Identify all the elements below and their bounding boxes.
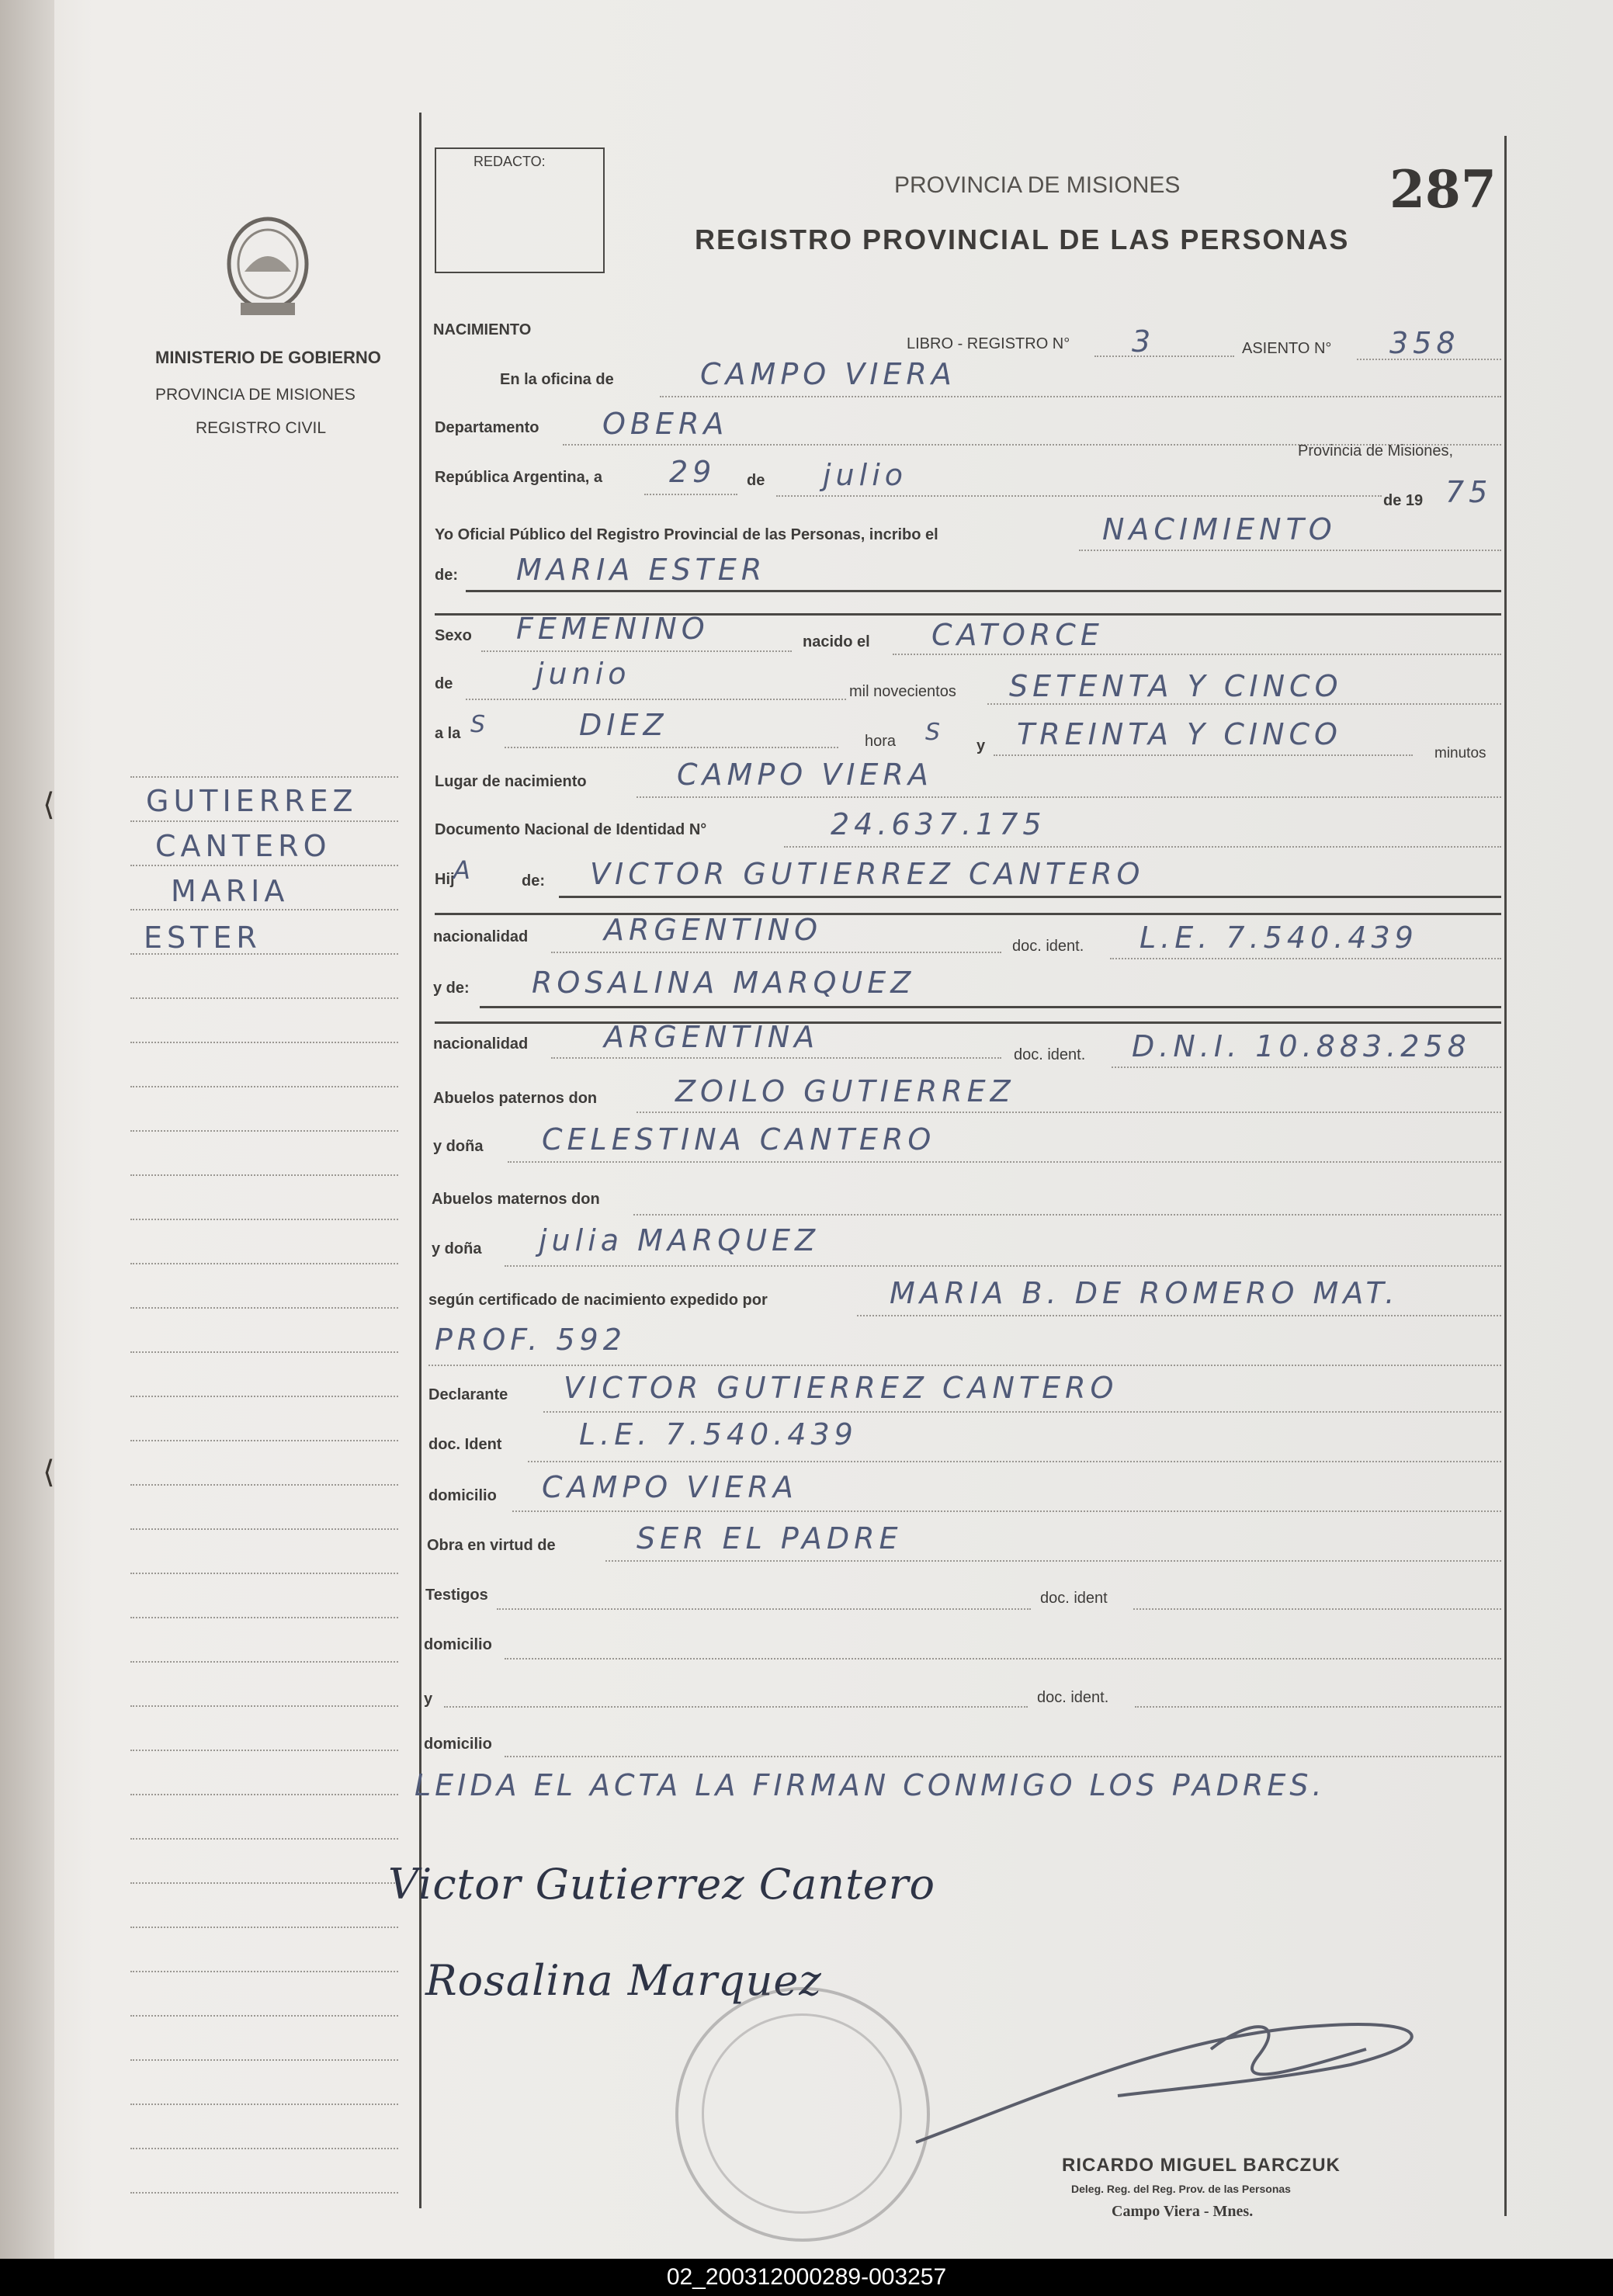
field-line xyxy=(551,1057,1001,1059)
y2-label: y xyxy=(424,1691,433,1708)
margin-line xyxy=(130,909,398,910)
margin-line xyxy=(130,1750,398,1751)
doc-ident-label: doc. ident xyxy=(1040,1590,1108,1607)
field-line xyxy=(637,796,1501,798)
madre-value: ROSALINA MARQUEZ xyxy=(532,966,916,1000)
signature-madre: Rosalina Marquez xyxy=(425,1956,822,2005)
obra-label: Obra en virtud de xyxy=(427,1537,556,1554)
libro-label: LIBRO - REGISTRO N° xyxy=(907,335,1070,352)
certificado-label: según certificado de nacimiento expedido por xyxy=(428,1292,768,1309)
nac-madre-value: ARGENTINA xyxy=(604,1020,820,1054)
field-line xyxy=(481,650,792,652)
margin-line xyxy=(130,776,398,778)
nacimiento-label: NACIMIENTO xyxy=(433,321,532,338)
margin-line xyxy=(130,820,398,822)
nac-padre-label: nacionalidad xyxy=(433,928,529,945)
hij-label: Hij xyxy=(435,871,455,888)
field-line xyxy=(633,1214,1501,1216)
margin-line xyxy=(130,1794,398,1795)
nacido-label: nacido el xyxy=(803,633,870,650)
certificado-value: MARIA B. DE ROMERO MAT. xyxy=(890,1276,1400,1310)
field-line xyxy=(505,747,838,748)
margin-line xyxy=(130,1130,398,1132)
domicilio-value: CAMPO VIERA xyxy=(542,1470,798,1504)
provincia-header: PROVINCIA DE MISIONES xyxy=(894,172,1181,198)
field-line xyxy=(466,699,846,700)
field-line xyxy=(857,1315,1501,1316)
margin-line xyxy=(130,1927,398,1928)
field-line xyxy=(893,654,1501,655)
margin-line xyxy=(130,1042,398,1043)
abuelo-pat-value: ZOILO GUTIERREZ xyxy=(675,1074,1015,1108)
margin-line xyxy=(130,1396,398,1397)
official-seal xyxy=(675,1987,930,2242)
de-mes-label: de xyxy=(435,675,453,692)
lugar-label: Lugar de nacimiento xyxy=(435,773,587,790)
margin-note-line: GUTIERREZ xyxy=(146,784,358,818)
margin-note-line: CANTERO xyxy=(155,829,331,863)
dia-value: 29 xyxy=(669,455,716,489)
y-label: y xyxy=(976,737,986,754)
domicilio2-label: domicilio xyxy=(424,1636,492,1653)
anio-letras-value: SETENTA Y CINCO xyxy=(1009,669,1343,703)
field-line xyxy=(660,396,1501,397)
redacto-label: REDACTO: xyxy=(473,154,546,169)
field-line xyxy=(605,1560,1501,1562)
field-line xyxy=(1094,355,1234,357)
dni-label: Documento Nacional de Identidad N° xyxy=(435,821,707,838)
libro-value: 3 xyxy=(1132,324,1156,359)
field-line xyxy=(505,1265,1501,1267)
a-las-s: S xyxy=(470,711,491,738)
image-caption: 02_200312000289-003257 xyxy=(666,2264,947,2290)
oficial-label: Yo Oficial Público del Registro Provincial de las Personas, incribo el xyxy=(435,526,938,543)
nombre-value: MARIA ESTER xyxy=(516,553,767,587)
coat-of-arms-icon xyxy=(210,210,326,326)
doc-padre-value: L.E. 7.540.439 xyxy=(1140,921,1418,955)
folio-number: 287 xyxy=(1389,159,1497,220)
mil-label: mil novecientos xyxy=(849,683,956,700)
margin-line xyxy=(130,2059,398,2061)
nac-madre-label: nacionalidad xyxy=(433,1035,529,1053)
padre-value: VICTOR GUTIERREZ CANTERO xyxy=(590,857,1145,891)
field-line xyxy=(994,754,1413,756)
margin-line xyxy=(130,1882,398,1884)
field-line xyxy=(497,1608,1031,1610)
republica-label: República Argentina, a xyxy=(435,469,602,486)
provincia-label: PROVINCIA DE MISIONES xyxy=(155,386,356,404)
field-line xyxy=(480,1006,1501,1008)
obra-value: SER EL PADRE xyxy=(637,1521,903,1556)
margin-line xyxy=(130,2015,398,2017)
margin-line xyxy=(130,1263,398,1264)
leida-text: LEIDA EL ACTA LA FIRMAN CONMIGO LOS PADRES. xyxy=(415,1768,1326,1802)
oficina-value: CAMPO VIERA xyxy=(700,357,956,391)
margin-line xyxy=(130,1174,398,1176)
doc-decl-value: L.E. 7.540.439 xyxy=(579,1417,858,1451)
margin-note-line: MARIA xyxy=(171,874,290,908)
margin-note-line: ESTER xyxy=(144,921,262,955)
field-line xyxy=(543,1411,1501,1413)
abuelos-pat-label: Abuelos paternos don xyxy=(433,1090,598,1107)
official-lugar: Campo Viera - Mnes. xyxy=(1112,2203,1254,2220)
field-line xyxy=(637,1112,1501,1113)
field-line xyxy=(1112,1066,1501,1068)
margin-line xyxy=(130,1528,398,1530)
declarante-value: VICTOR GUTIERREZ CANTERO xyxy=(564,1371,1119,1405)
section-divider xyxy=(435,1021,1501,1024)
registro-title: REGISTRO PROVINCIAL DE LAS PERSONAS xyxy=(695,224,1350,255)
margin-line xyxy=(130,2148,398,2149)
margin-line xyxy=(130,1971,398,1972)
de-label: de xyxy=(747,472,765,489)
field-line xyxy=(1133,1608,1501,1610)
field-line xyxy=(559,896,1501,898)
field-line xyxy=(505,1756,1501,1757)
registro-civil-label: REGISTRO CIVIL xyxy=(196,419,327,437)
acto-value: NACIMIENTO xyxy=(1102,512,1337,546)
doc-ident2-label: doc. ident. xyxy=(1037,1689,1109,1706)
field-line xyxy=(1110,958,1501,959)
sexo-label: Sexo xyxy=(435,627,472,644)
dona-pat-label: y doña xyxy=(433,1138,484,1155)
doc-padre-label: doc. ident. xyxy=(1012,938,1084,955)
binding-mark: ⟨ xyxy=(43,1455,55,1490)
field-line xyxy=(987,703,1501,705)
abuela-mat-value: julia MARQUEZ xyxy=(539,1223,820,1257)
margin-line xyxy=(130,2192,398,2194)
right-margin-rule xyxy=(1504,136,1507,2216)
doc-madre-label: doc. ident. xyxy=(1014,1046,1086,1063)
margin-line xyxy=(130,1484,398,1486)
domicilio-label: domicilio xyxy=(428,1487,497,1504)
margin-line xyxy=(130,1573,398,1574)
abuelos-mat-label: Abuelos maternos don xyxy=(432,1191,600,1208)
anio-value: 75 xyxy=(1445,475,1493,509)
section-divider xyxy=(435,913,1501,915)
field-line xyxy=(466,590,1501,592)
dona-mat-label: y doña xyxy=(432,1240,482,1257)
oficina-label: En la oficina de xyxy=(500,371,614,388)
margin-line xyxy=(130,1617,398,1618)
lugar-value: CAMPO VIERA xyxy=(677,758,933,792)
margin-line xyxy=(130,2104,398,2105)
hora-s: S xyxy=(925,719,945,746)
de19-label: de 19 xyxy=(1383,492,1424,509)
certificado-value-2: PROF. 592 xyxy=(435,1323,626,1357)
official-cargo: Deleg. Reg. del Reg. Prov. de las Personas xyxy=(1071,2183,1291,2195)
dia-letras-value: CATORCE xyxy=(931,618,1104,652)
domicilio3-label: domicilio xyxy=(424,1736,492,1753)
margin-line xyxy=(130,1705,398,1707)
margin-line xyxy=(130,1351,398,1353)
hora-label: hora xyxy=(865,733,897,750)
declarante-label: Declarante xyxy=(428,1386,508,1403)
margin-line xyxy=(130,1838,398,1840)
minutos-letras-value: TREINTA Y CINCO xyxy=(1017,717,1342,751)
book-spine xyxy=(0,0,54,2259)
field-line xyxy=(776,495,1382,497)
sexo-value: FEMENINO xyxy=(516,612,709,646)
dni-value: 24.637.175 xyxy=(831,807,1046,841)
minutos-label: minutos xyxy=(1434,745,1486,761)
field-line xyxy=(1079,550,1501,551)
official-name: RICARDO MIGUEL BARCZUK xyxy=(1062,2155,1341,2176)
margin-line xyxy=(130,865,398,866)
departamento-value: OBERA xyxy=(602,407,729,441)
field-line xyxy=(784,846,1501,848)
mes-letras-value: junio xyxy=(536,657,631,691)
field-line xyxy=(505,1658,1501,1660)
field-line xyxy=(512,1510,1501,1512)
margin-line xyxy=(130,1219,398,1220)
margin-line xyxy=(130,1440,398,1441)
signature-padre: Victor Gutierrez Cantero xyxy=(388,1860,936,1909)
field-line xyxy=(444,1706,1028,1708)
asiento-label: ASIENTO N° xyxy=(1242,340,1332,357)
margin-line xyxy=(130,1661,398,1663)
a-las-label: a la xyxy=(435,725,461,742)
margin-line xyxy=(130,1086,398,1087)
abuela-pat-value: CELESTINA CANTERO xyxy=(542,1122,936,1157)
departamento-label: Departamento xyxy=(435,419,539,436)
field-line xyxy=(551,952,1001,953)
ministerio-label: MINISTERIO DE GOBIERNO xyxy=(155,348,381,367)
doc-madre-value: D.N.I. 10.883.258 xyxy=(1132,1029,1471,1063)
margin-line xyxy=(130,997,398,999)
de-persona-label: de: xyxy=(435,567,458,584)
hij-suffix: A xyxy=(453,855,475,885)
hora-letras-value: DIEZ xyxy=(579,708,668,742)
binding-mark: ⟨ xyxy=(43,787,55,823)
field-line xyxy=(508,1161,1501,1163)
field-line xyxy=(528,1461,1501,1462)
field-line xyxy=(644,494,737,495)
y-de-label: y de: xyxy=(433,980,470,997)
mes-value: julio xyxy=(823,458,908,492)
testigos-label: Testigos xyxy=(425,1587,488,1604)
doc-decl-label: doc. Ident xyxy=(428,1436,502,1453)
hij-de-label: de: xyxy=(522,872,545,890)
provincia-misiones-label: Provincia de Misiones, xyxy=(1298,442,1454,460)
field-line xyxy=(428,1365,1501,1366)
nac-padre-value: ARGENTINO xyxy=(604,913,823,947)
margin-line xyxy=(130,1307,398,1309)
redacto-box xyxy=(435,147,605,273)
field-line xyxy=(1135,1706,1501,1708)
asiento-value: 358 xyxy=(1389,326,1460,360)
official-signature-scribble xyxy=(885,2003,1475,2158)
